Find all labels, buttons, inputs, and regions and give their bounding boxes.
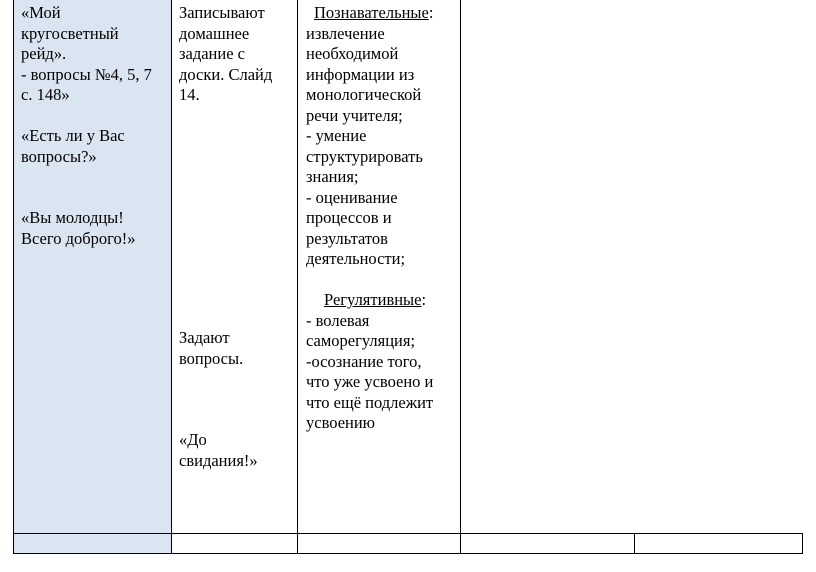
col1-line: кругосветный [21,23,119,43]
lesson-table [13,0,804,554]
border-col4-bottom [634,533,635,554]
cognitive-line: деятельности; [306,249,406,268]
col2-homework-line: доски. Слайд [179,64,273,84]
col1-question-line: вопросы?» [21,146,97,166]
border-right-bottom [802,533,803,554]
regulatory-heading: Регулятивные [324,290,422,309]
border-left [13,0,14,554]
col1-line: «Мой [21,3,61,22]
col2-homework-line: домашнее [179,23,250,43]
col3-content [306,3,433,434]
cognitive-line: - оценивание [306,187,398,207]
regulatory-line: что ещё подлежит [306,392,434,412]
col2-homework-line: Записывают [179,3,265,22]
col1-farewell-line: Всего доброго!» [21,228,136,248]
col2-ask-line: вопросы. [179,348,244,368]
col2-ask-line: Задают [179,328,230,347]
cognitive-line: результатов [306,228,388,248]
col1-line: рейд». [21,44,67,63]
col2-homework-line: 14. [179,85,200,104]
col2-homework [179,3,272,106]
cognitive-line: процессов и [306,208,392,227]
border-bottom [13,553,803,554]
col1-farewell-line: «Вы молодцы! [21,208,124,227]
border-col3 [460,0,461,554]
col2-goodbye [179,430,258,471]
col1-bottom-bg [14,534,171,553]
regulatory-line: саморегуляция; [306,331,416,350]
regulatory-line: - волевая [306,310,370,330]
regulatory-line: что уже усвоено и [306,372,434,391]
col1-line: - вопросы №4, 5, 7 [21,64,152,84]
regulatory-heading-line [306,290,433,311]
cognitive-line: информации из [306,64,415,84]
regulatory-colon: : [421,290,427,309]
cognitive-line: необходимой [306,44,399,63]
cognitive-line: монологической [306,85,422,104]
cognitive-line: знания; [306,167,359,186]
col2-goodbye-line: «До [179,430,207,449]
cognitive-line: - умение [306,126,367,145]
col2-homework-line: задание с [179,44,245,63]
cognitive-colon: : [428,3,434,22]
regulatory-line: -осознание того, [306,351,422,371]
cognitive-line: извлечение [306,23,385,43]
cognitive-heading-line [306,3,433,24]
col1-question-line: «Есть ли у Вас [21,126,125,145]
cognitive-line: структурировать [306,146,423,166]
col2-goodbye-line: свидания!» [179,450,258,470]
col1-line: с. 148» [21,85,70,104]
regulatory-line: усвоению [306,413,376,432]
border-row-divider [13,533,803,534]
col2-ask [179,328,243,369]
col1-content [21,3,152,249]
cognitive-heading: Познавательные [314,3,429,22]
cognitive-line: речи учителя; [306,105,403,125]
border-col2 [297,0,298,554]
border-col1 [171,0,172,554]
